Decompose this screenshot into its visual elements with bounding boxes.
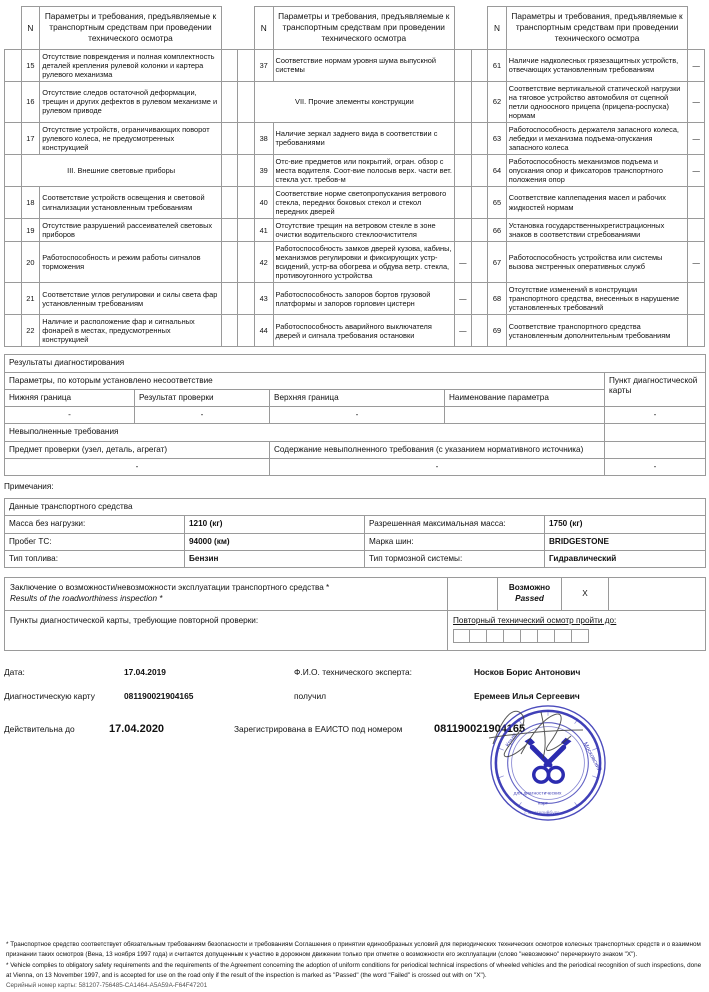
row-number: 43 bbox=[254, 283, 273, 315]
vehicle-field-value: 94000 (км) bbox=[185, 533, 365, 550]
table-row bbox=[5, 154, 705, 186]
vehicle-title: Данные транспортного средства bbox=[5, 499, 706, 516]
vehicle-data-row bbox=[5, 516, 706, 533]
result-mark-right[interactable] bbox=[221, 49, 238, 81]
table-row bbox=[5, 122, 705, 154]
unmet-title: Невыполненные требования bbox=[5, 424, 605, 441]
date-value: 17.04.2019 bbox=[124, 666, 166, 677]
col-unmet-subject: Предмет проверки (узел, деталь, агрегат) bbox=[5, 441, 270, 458]
verdict-en: Passed bbox=[515, 593, 544, 603]
result-mark-right[interactable] bbox=[221, 242, 238, 283]
result-mark-left[interactable] bbox=[471, 81, 488, 122]
stamp-text-top: Крым bbox=[505, 732, 519, 749]
row-number: 44 bbox=[254, 315, 273, 347]
mismatch-cols-row bbox=[5, 389, 706, 406]
result-mark-right[interactable] bbox=[221, 283, 238, 315]
value-point: - bbox=[605, 407, 706, 424]
row-number: 20 bbox=[21, 242, 40, 283]
expert-label: Ф.И.О. технического эксперта: bbox=[294, 666, 413, 677]
requirement-text: Соответствие нормам уровня шума выпускной системы bbox=[273, 49, 454, 81]
result-mark-left[interactable] bbox=[5, 283, 22, 315]
requirement-text: Отс-вие предметов или покрытий, огран. обзор с места водителя. Соот-вие полосыв верх. части вет. стекла уст. требов-м bbox=[273, 154, 454, 186]
vehicle-field-value: 1210 (кг) bbox=[185, 516, 365, 533]
valid-value: 17.04.2020 bbox=[109, 722, 165, 735]
registered-label: Зарегистрирована в ЕАИСТО под номером bbox=[234, 723, 403, 734]
table-row bbox=[5, 186, 705, 218]
result-mark-right[interactable] bbox=[221, 219, 238, 242]
row-number: 62 bbox=[488, 81, 507, 122]
header-n-2: N bbox=[254, 7, 273, 50]
result-mark-right[interactable] bbox=[688, 186, 705, 218]
requirement-text: Отсутствие трещин на ветровом стекле в зоне очистки водительского стеклоочистителя bbox=[273, 219, 454, 242]
row-number: 40 bbox=[254, 186, 273, 218]
row-number: 39 bbox=[254, 154, 273, 186]
stamp-text-bottom-2: карт bbox=[538, 801, 549, 807]
vehicle-field-label: Тип топлива: bbox=[5, 550, 185, 567]
vehicle-field-value: 1750 (кг) bbox=[545, 516, 706, 533]
registered-number: 081190021904165 bbox=[434, 722, 526, 735]
result-mark-left[interactable] bbox=[471, 242, 488, 283]
result-mark-cell bbox=[454, 81, 471, 122]
date-box[interactable] bbox=[504, 629, 521, 643]
vehicle-data-row bbox=[5, 533, 706, 550]
mismatch-header-row bbox=[5, 372, 706, 389]
row-number: 38 bbox=[254, 122, 273, 154]
result-mark-left[interactable] bbox=[471, 283, 488, 315]
result-mark-right[interactable]: — bbox=[454, 315, 471, 347]
stamp-text-bottom-1: для диагностических bbox=[513, 791, 562, 797]
requirement-text: Работоспособность аварийного выключателя дверей и сигнала требования остановки bbox=[273, 315, 454, 347]
row-number: 41 bbox=[254, 219, 273, 242]
row-number: 63 bbox=[488, 122, 507, 154]
footnote-en: * Vehicle complies to obligatory safety requirements and the requirements of the Agreement concerning the adoption of uniform conditions for periodical technical inspections of wheeled vehicles and the periodical recognition of such inspections, done at Vienna, on 13 November 1997, and is accepted for use on the road only if the result of the inspection is marked as "Passed" (the word "Failed" is crossed out with on "X"). bbox=[6, 961, 702, 979]
result-mark-left[interactable] bbox=[238, 242, 255, 283]
result-mark-right[interactable] bbox=[454, 154, 471, 186]
result-mark-left[interactable] bbox=[5, 219, 22, 242]
footnote-serial: Серийный номер карты: 581207-756485-CA1464-A5A59A-F64F47201 bbox=[6, 982, 208, 990]
row-number: 67 bbox=[488, 242, 507, 283]
requirement-text: Соответствие норме светопропускания ветрового стекла, передних боковых стекол и стекол передних дверей bbox=[273, 186, 454, 218]
row-number: 68 bbox=[488, 283, 507, 315]
result-mark-right[interactable]: — bbox=[688, 81, 705, 122]
requirement-text: Работоспособность запоров бортов грузовой платформы и запоров горловин цистерн bbox=[273, 283, 454, 315]
table-row bbox=[5, 315, 705, 347]
received-label: получил bbox=[294, 690, 327, 701]
requirement-text: Соответствие каплепадения масел и рабочих жидкостей нормам bbox=[506, 186, 687, 218]
recheck-due-cell bbox=[448, 610, 706, 650]
unmet-values-row bbox=[5, 458, 706, 475]
requirement-text: Установка государственныхрегистрационных знаков в соответствии стребованиями bbox=[506, 219, 687, 242]
value-unmet-subject: - bbox=[5, 458, 270, 475]
requirement-text: Соответствие углов регулировки и силы света фар установленным требованиям bbox=[40, 283, 221, 315]
recheck-date-boxes[interactable] bbox=[453, 629, 700, 643]
date-row bbox=[4, 667, 705, 677]
point-title: Пункт диагностической карты bbox=[605, 372, 706, 407]
recheck-label-cell bbox=[5, 610, 448, 650]
table-header-row bbox=[5, 7, 705, 50]
verdict-empty bbox=[609, 578, 706, 610]
verdict-ru: Возможно bbox=[508, 583, 551, 593]
value-upper-bound: - bbox=[270, 407, 445, 424]
signature-block bbox=[4, 667, 705, 735]
requirement-text: Работоспособность устройства или системы вызова экстренных оперативных служб bbox=[506, 242, 687, 283]
col-lower-bound: Нижняя граница bbox=[5, 389, 135, 406]
value-lower-bound: - bbox=[5, 407, 135, 424]
result-mark-right[interactable]: — bbox=[454, 283, 471, 315]
vehicle-field-label: Марка шин: bbox=[365, 533, 545, 550]
requirement-text: Работоспособность и режим работы сигналов торможения bbox=[40, 242, 221, 283]
row-number: 61 bbox=[488, 49, 507, 81]
date-box[interactable] bbox=[572, 629, 589, 643]
result-mark-right[interactable] bbox=[221, 186, 238, 218]
result-mark-cell bbox=[238, 81, 255, 122]
col-upper-bound: Верхняя граница bbox=[270, 389, 445, 406]
result-mark-left[interactable] bbox=[238, 186, 255, 218]
col-unmet-content: Содержание невыполненного требования (с указанием нормативного источника) bbox=[270, 441, 605, 458]
result-mark-left[interactable] bbox=[471, 154, 488, 186]
col-param-name: Наименование параметра bbox=[445, 389, 605, 406]
vehicle-field-label: Пробег ТС: bbox=[5, 533, 185, 550]
result-mark-cell bbox=[221, 154, 238, 186]
result-mark-left[interactable] bbox=[471, 315, 488, 347]
result-mark-right[interactable] bbox=[454, 122, 471, 154]
result-mark-left[interactable] bbox=[5, 122, 22, 154]
result-mark-right[interactable] bbox=[221, 122, 238, 154]
result-mark-right[interactable] bbox=[454, 186, 471, 218]
vehicle-field-value: Гидравлический bbox=[545, 550, 706, 567]
row-number: 21 bbox=[21, 283, 40, 315]
result-mark-left[interactable] bbox=[238, 219, 255, 242]
requirements-table bbox=[4, 6, 705, 347]
card-label: Диагностическую карту bbox=[4, 690, 95, 701]
requirement-text: Отсутствие изменений в конструкции транспортного средства, внесенных в нарушение установленных требований bbox=[506, 283, 687, 315]
row-number: 16 bbox=[21, 81, 40, 122]
date-box[interactable] bbox=[538, 629, 555, 643]
vehicle-field-value: Бензин bbox=[185, 550, 365, 567]
requirement-text: Отсутствие устройств, ограничивающих поворот рулевого колеса, не предусмотренных конструкцией bbox=[40, 122, 221, 154]
row-number: 19 bbox=[21, 219, 40, 242]
requirement-text: Соответствие устройств освещения и световой сигнализации установленным требованиям bbox=[40, 186, 221, 218]
vehicle-field-label: Тип тормозной системы: bbox=[365, 550, 545, 567]
vehicle-title-row bbox=[5, 499, 706, 516]
value-param-name bbox=[445, 407, 605, 424]
vehicle-data-row bbox=[5, 550, 706, 567]
verdict-spacer bbox=[448, 578, 498, 610]
result-mark-right[interactable]: — bbox=[454, 242, 471, 283]
table-row bbox=[5, 219, 705, 242]
conclusion-en: Results of the roadworthiness inspection * bbox=[10, 593, 163, 603]
validity-row bbox=[4, 723, 705, 735]
date-label: Дата: bbox=[4, 666, 25, 677]
requirement-text: Соответствие вертикальной статической нагрузки на тяговое устройство автомобиля от сцепной петли одноосного прицепа (прицепа-роспуска) нормам bbox=[506, 81, 687, 122]
date-box[interactable] bbox=[555, 629, 572, 643]
requirement-text: Отсутствие разрушений рассеивателей световых приборов bbox=[40, 219, 221, 242]
vehicle-field-label: Масса без нагрузки: bbox=[5, 516, 185, 533]
footnote-ru: * Транспортное средство соответствует обязательным требованиям безопасности и требованиям Соглашения о принятии единообразных условий для периодических технических осмотров колесных транспортных средств и о взаимном признании таких осмотров (Вена, 13 ноября 1997 года) и считается допущенным к участию в дорожном движении только при отметке о возможности его эксплуатации (слово "невозможно" перечеркнуто знаком "X"). bbox=[6, 941, 701, 958]
result-mark-right[interactable]: — bbox=[688, 49, 705, 81]
verdict-mark[interactable]: X bbox=[562, 578, 609, 610]
date-box[interactable] bbox=[487, 629, 504, 643]
requirement-text: Работоспособность замков дверей кузова, кабины, механизмов регулировки и фиксирующих устр-всидений, устр-ва обогрева и обдува ветр. стекла, противоугонного устройства bbox=[273, 242, 454, 283]
value-unmet-point: - bbox=[605, 458, 706, 475]
mismatch-title: Параметры, по которым установлено несоответствие bbox=[5, 372, 605, 389]
expert-name: Носков Борис Антонович bbox=[474, 666, 581, 677]
conclusion-ru: Заключение о возможности/невозможности эксплуатации транспортного средства * bbox=[10, 583, 330, 593]
value-check-result: - bbox=[135, 407, 270, 424]
footnotes-block bbox=[6, 940, 703, 992]
vehicle-data-table bbox=[4, 498, 706, 568]
date-box[interactable] bbox=[470, 629, 487, 643]
result-mark-right[interactable]: — bbox=[688, 122, 705, 154]
col-check-result: Результат проверки bbox=[135, 389, 270, 406]
date-box[interactable] bbox=[521, 629, 538, 643]
result-mark-left[interactable] bbox=[471, 122, 488, 154]
header-n-3: N bbox=[488, 7, 507, 50]
header-n-1: N bbox=[21, 7, 40, 50]
conclusion-text-cell bbox=[5, 578, 448, 610]
verdict-label bbox=[498, 578, 562, 610]
result-mark-left[interactable] bbox=[238, 154, 255, 186]
unmet-title-row bbox=[5, 424, 706, 441]
unmet-point-empty bbox=[605, 424, 706, 441]
valid-label: Действительна до bbox=[4, 723, 75, 734]
card-row bbox=[4, 691, 705, 701]
section-heading: III. Внешние световые приборы bbox=[21, 154, 221, 186]
value-unmet-content: - bbox=[270, 458, 605, 475]
result-mark-left[interactable] bbox=[5, 315, 22, 347]
conclusion-table bbox=[4, 577, 706, 650]
requirement-text: Соответствие транспортного средства установленным дополнительным требованиям bbox=[506, 315, 687, 347]
result-mark-left[interactable] bbox=[471, 219, 488, 242]
recheck-row bbox=[5, 610, 706, 650]
card-number: 081190021904165 bbox=[124, 690, 194, 701]
row-number: 37 bbox=[254, 49, 273, 81]
results-title-row bbox=[5, 355, 706, 372]
row-number: 18 bbox=[21, 186, 40, 218]
table-row bbox=[5, 49, 705, 81]
result-mark-cell bbox=[5, 154, 22, 186]
header-text-2: Параметры и требования, предъявляемые к транспортным средствам при проведении технического осмотра bbox=[273, 7, 454, 50]
vehicle-field-label: Разрешенная максимальная масса: bbox=[365, 516, 545, 533]
stamp-text-bottom-3: г. Екатеринбург bbox=[524, 811, 560, 817]
result-mark-right[interactable] bbox=[688, 315, 705, 347]
conclusion-verdict-row bbox=[5, 578, 706, 610]
stamp-text-right: Московский bbox=[581, 741, 603, 773]
result-mark-left[interactable] bbox=[5, 81, 22, 122]
recheck-due-label: Повторный технический осмотр пройти до: bbox=[453, 615, 617, 625]
requirement-text: Работоспособность держателя запасного колеса, лебедки и механизма подъема-опускания запасного колеса bbox=[506, 122, 687, 154]
result-mark-right[interactable] bbox=[688, 219, 705, 242]
requirement-text: Наличие и расположение фар и сигнальных фонарей в местах, предусмотренных конструкцией bbox=[40, 315, 221, 347]
requirement-text: Наличие зеркал заднего вида в соответствии с требованиями bbox=[273, 122, 454, 154]
row-number: 69 bbox=[488, 315, 507, 347]
header-text-1: Параметры и требования, предъявляемые к транспортным средствам при проведении технического осмотра bbox=[40, 7, 221, 50]
result-mark-right[interactable] bbox=[688, 283, 705, 315]
mismatch-values-row bbox=[5, 407, 706, 424]
row-number: 17 bbox=[21, 122, 40, 154]
table-row bbox=[5, 81, 705, 122]
requirement-text: Отсутствие следов остаточной деформации, трещин и других дефектов в рулевом механизме и рулевом приводе bbox=[40, 81, 221, 122]
receiver-name: Еремеев Илья Сергеевич bbox=[474, 690, 580, 701]
result-mark-right[interactable] bbox=[221, 81, 238, 122]
header-text-3: Параметры и требования, предъявляемые к транспортным средствам при проведении технического осмотра bbox=[506, 7, 687, 50]
row-number: 15 bbox=[21, 49, 40, 81]
result-mark-left[interactable] bbox=[238, 49, 255, 81]
notes-label: Примечания: bbox=[4, 482, 54, 492]
table-row bbox=[5, 283, 705, 315]
results-title: Результаты диагностирования bbox=[5, 355, 706, 372]
result-mark-right[interactable]: — bbox=[688, 154, 705, 186]
result-mark-left[interactable] bbox=[238, 315, 255, 347]
result-mark-left[interactable] bbox=[5, 186, 22, 218]
unmet-point-header bbox=[605, 441, 706, 458]
requirement-text: Наличие надколесных грязезащитных устройств, отвечающих установленным требованиям bbox=[506, 49, 687, 81]
result-mark-left[interactable] bbox=[5, 242, 22, 283]
section-heading: VII. Прочие элементы конструкции bbox=[254, 81, 454, 122]
result-mark-left[interactable] bbox=[471, 49, 488, 81]
row-number: 66 bbox=[488, 219, 507, 242]
result-mark-left[interactable] bbox=[238, 122, 255, 154]
recheck-label: Пункты диагностической карты, требующие повторной проверки: bbox=[10, 615, 259, 625]
table-row bbox=[5, 242, 705, 283]
result-mark-left[interactable] bbox=[471, 186, 488, 218]
unmet-cols-row bbox=[5, 441, 706, 458]
result-mark-left[interactable] bbox=[238, 283, 255, 315]
result-mark-right[interactable] bbox=[454, 49, 471, 81]
result-mark-right[interactable]: — bbox=[688, 242, 705, 283]
requirement-text: Отсутствие повреждения и полная комплектность деталей крепления рулевой колонки и картера рулевого механизма bbox=[40, 49, 221, 81]
row-number: 65 bbox=[488, 186, 507, 218]
result-mark-left[interactable] bbox=[5, 49, 22, 81]
requirement-text: Работоспособность механизмов подъема и опускания опор и фиксаторов транспортного положения опор bbox=[506, 154, 687, 186]
result-mark-right[interactable] bbox=[454, 219, 471, 242]
row-number: 42 bbox=[254, 242, 273, 283]
vehicle-field-value: BRIDGESTONE bbox=[545, 533, 706, 550]
row-number: 64 bbox=[488, 154, 507, 186]
result-mark-right[interactable] bbox=[221, 315, 238, 347]
date-box[interactable] bbox=[453, 629, 470, 643]
row-number: 22 bbox=[21, 315, 40, 347]
diagnostic-results-table bbox=[4, 354, 706, 476]
